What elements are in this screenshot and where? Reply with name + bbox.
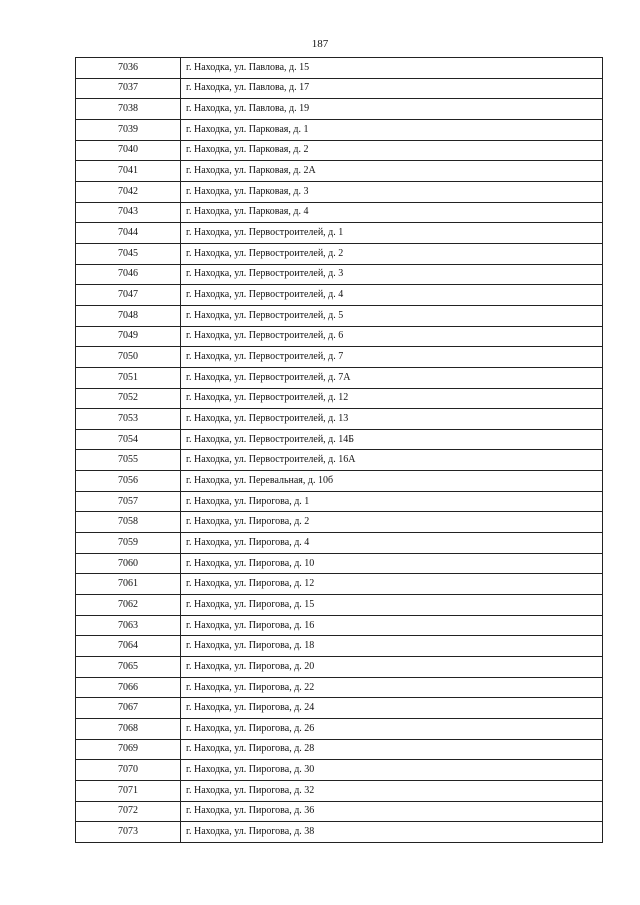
row-address: г. Находка, ул. Пирогова, д. 24 — [181, 698, 603, 719]
table-row — [76, 223, 603, 244]
table-row — [76, 119, 603, 140]
row-address: г. Находка, ул. Первостроителей, д. 4 — [181, 285, 603, 306]
row-number: 7062 — [76, 595, 181, 616]
row-number: 7072 — [76, 801, 181, 822]
row-address: г. Находка, ул. Парковая, д. 1 — [181, 119, 603, 140]
table-row — [76, 347, 603, 368]
row-address: г. Находка, ул. Пирогова, д. 16 — [181, 615, 603, 636]
row-address: г. Находка, ул. Парковая, д. 4 — [181, 202, 603, 223]
row-number: 7067 — [76, 698, 181, 719]
row-number: 7055 — [76, 450, 181, 471]
table-row — [76, 760, 603, 781]
table-row — [76, 181, 603, 202]
address-table-body — [76, 58, 603, 843]
table-row — [76, 471, 603, 492]
row-number: 7063 — [76, 615, 181, 636]
row-address: г. Находка, ул. Первостроителей, д. 2 — [181, 243, 603, 264]
row-number: 7043 — [76, 202, 181, 223]
table-row — [76, 202, 603, 223]
row-address: г. Находка, ул. Павлова, д. 17 — [181, 78, 603, 99]
row-number: 7056 — [76, 471, 181, 492]
table-row — [76, 615, 603, 636]
row-number: 7073 — [76, 822, 181, 843]
row-address: г. Находка, ул. Первостроителей, д. 13 — [181, 409, 603, 430]
table-row — [76, 99, 603, 120]
table-row — [76, 429, 603, 450]
row-number: 7044 — [76, 223, 181, 244]
table-row — [76, 657, 603, 678]
row-address: г. Находка, ул. Пирогова, д. 22 — [181, 677, 603, 698]
row-address: г. Находка, ул. Первостроителей, д. 7А — [181, 367, 603, 388]
row-address: г. Находка, ул. Первостроителей, д. 6 — [181, 326, 603, 347]
row-number: 7048 — [76, 305, 181, 326]
row-number: 7071 — [76, 780, 181, 801]
row-number: 7036 — [76, 58, 181, 79]
row-address: г. Находка, ул. Пирогова, д. 28 — [181, 739, 603, 760]
table-row — [76, 491, 603, 512]
row-address: г. Находка, ул. Первостроителей, д. 16А — [181, 450, 603, 471]
table-row — [76, 739, 603, 760]
row-address: г. Находка, ул. Пирогова, д. 38 — [181, 822, 603, 843]
row-address: г. Находка, ул. Первостроителей, д. 3 — [181, 264, 603, 285]
row-address: г. Находка, ул. Пирогова, д. 12 — [181, 574, 603, 595]
row-number: 7054 — [76, 429, 181, 450]
row-number: 7042 — [76, 181, 181, 202]
table-row — [76, 780, 603, 801]
row-address: г. Находка, ул. Пирогова, д. 10 — [181, 553, 603, 574]
row-address: г. Находка, ул. Первостроителей, д. 5 — [181, 305, 603, 326]
row-address: г. Находка, ул. Пирогова, д. 20 — [181, 657, 603, 678]
row-number: 7053 — [76, 409, 181, 430]
table-row — [76, 326, 603, 347]
row-number: 7038 — [76, 99, 181, 120]
row-number: 7066 — [76, 677, 181, 698]
page-number: 187 — [311, 38, 329, 50]
row-address: г. Находка, ул. Первостроителей, д. 14Б — [181, 429, 603, 450]
row-address: г. Находка, ул. Павлова, д. 19 — [181, 99, 603, 120]
row-number: 7065 — [76, 657, 181, 678]
row-number: 7069 — [76, 739, 181, 760]
row-number: 7070 — [76, 760, 181, 781]
row-address: г. Находка, ул. Парковая, д. 2 — [181, 140, 603, 161]
row-number: 7051 — [76, 367, 181, 388]
row-address: г. Находка, ул. Пирогова, д. 4 — [181, 533, 603, 554]
row-number: 7049 — [76, 326, 181, 347]
table-row — [76, 305, 603, 326]
row-number: 7050 — [76, 347, 181, 368]
table-row — [76, 243, 603, 264]
table-row — [76, 719, 603, 740]
row-number: 7057 — [76, 491, 181, 512]
row-address: г. Находка, ул. Пирогова, д. 1 — [181, 491, 603, 512]
row-number: 7061 — [76, 574, 181, 595]
table-row — [76, 161, 603, 182]
row-number: 7041 — [76, 161, 181, 182]
row-address: г. Находка, ул. Павлова, д. 15 — [181, 58, 603, 79]
table-row — [76, 285, 603, 306]
row-address: г. Находка, ул. Первостроителей, д. 7 — [181, 347, 603, 368]
row-address: г. Находка, ул. Первостроителей, д. 1 — [181, 223, 603, 244]
row-number: 7045 — [76, 243, 181, 264]
table-row — [76, 78, 603, 99]
table-row — [76, 367, 603, 388]
table-row — [76, 801, 603, 822]
table-row — [76, 409, 603, 430]
table-row — [76, 58, 603, 79]
row-address: г. Находка, ул. Парковая, д. 2А — [181, 161, 603, 182]
table-row — [76, 698, 603, 719]
table-row — [76, 822, 603, 843]
row-address: г. Находка, ул. Пирогова, д. 2 — [181, 512, 603, 533]
table-row — [76, 264, 603, 285]
row-number: 7046 — [76, 264, 181, 285]
table-row — [76, 140, 603, 161]
row-number: 7052 — [76, 388, 181, 409]
row-address: г. Находка, ул. Пирогова, д. 26 — [181, 719, 603, 740]
row-address: г. Находка, ул. Пирогова, д. 32 — [181, 780, 603, 801]
row-number: 7047 — [76, 285, 181, 306]
row-address: г. Находка, ул. Пирогова, д. 18 — [181, 636, 603, 657]
table-row — [76, 512, 603, 533]
table-row — [76, 388, 603, 409]
row-address: г. Находка, ул. Пирогова, д. 15 — [181, 595, 603, 616]
row-address: г. Находка, ул. Парковая, д. 3 — [181, 181, 603, 202]
table-row — [76, 677, 603, 698]
address-table — [75, 57, 603, 843]
table-row — [76, 553, 603, 574]
row-number: 7058 — [76, 512, 181, 533]
table-row — [76, 450, 603, 471]
row-number: 7064 — [76, 636, 181, 657]
table-row — [76, 574, 603, 595]
row-number: 7039 — [76, 119, 181, 140]
row-number: 7059 — [76, 533, 181, 554]
row-address: г. Находка, ул. Первостроителей, д. 12 — [181, 388, 603, 409]
row-address: г. Находка, ул. Пирогова, д. 36 — [181, 801, 603, 822]
row-number: 7068 — [76, 719, 181, 740]
row-address: г. Находка, ул. Пирогова, д. 30 — [181, 760, 603, 781]
row-number: 7060 — [76, 553, 181, 574]
row-number: 7040 — [76, 140, 181, 161]
row-address: г. Находка, ул. Перевальная, д. 10б — [181, 471, 603, 492]
table-row — [76, 636, 603, 657]
table-row — [76, 595, 603, 616]
table-row — [76, 533, 603, 554]
row-number: 7037 — [76, 78, 181, 99]
